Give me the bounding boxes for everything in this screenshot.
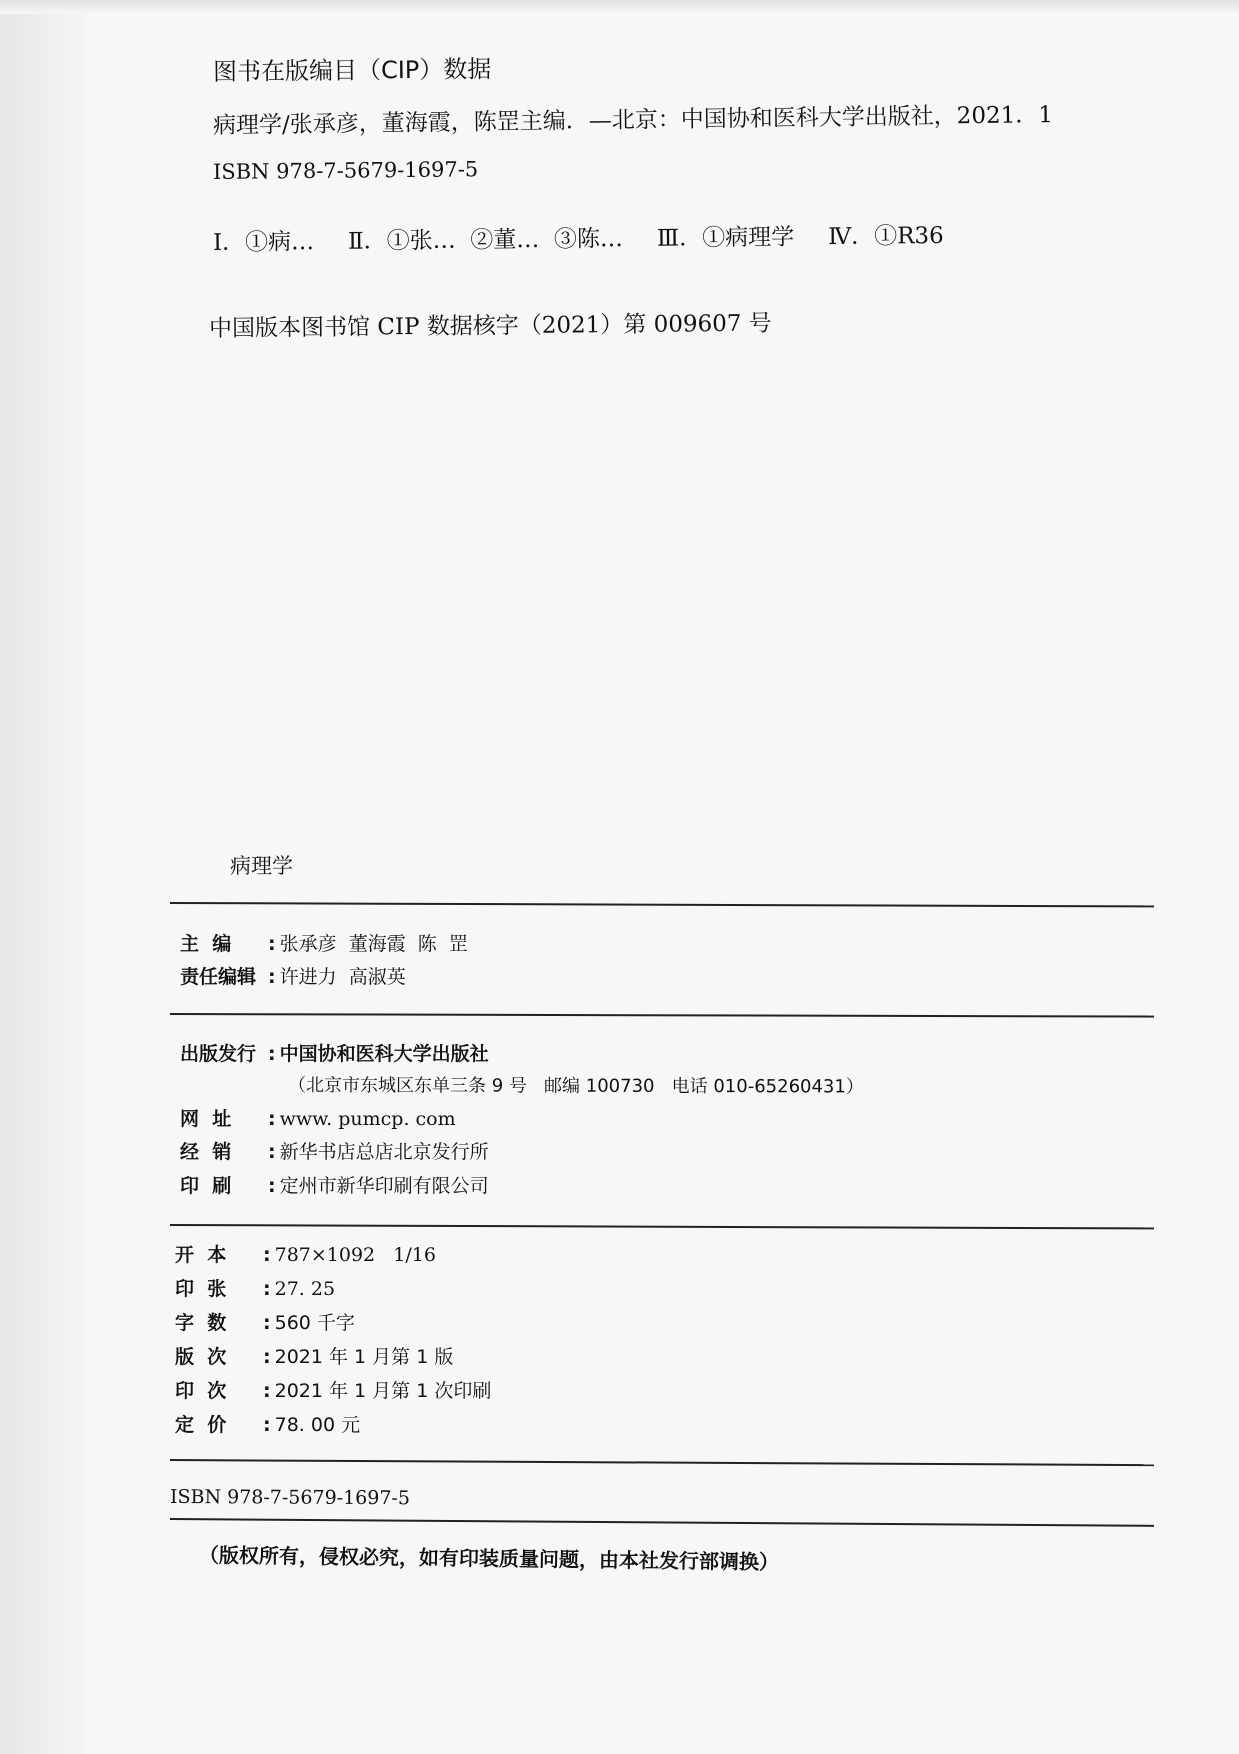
printing-label: 印 次 <box>175 1380 227 1402</box>
page-edge-shadow <box>0 0 84 1754</box>
publisher-address: （北京市东城区东单三条 9 号 邮编 100730 电话 010-65260431） <box>287 1075 864 1098</box>
sheets-label: 印 张 <box>175 1278 227 1300</box>
cip-class-part3: Ⅲ．①病理学 <box>656 224 795 252</box>
responsible-editor-label: 责任编辑 <box>180 966 257 988</box>
sheets-value: 27. 25 <box>274 1278 336 1300</box>
cip-class-part1: Ⅰ．①病… <box>212 229 315 256</box>
words-row: 字 数 : 560 千字 <box>175 1308 355 1335</box>
chief-editor-row: 主 编 : 张承彦 董海霞 陈 罡 <box>180 929 468 956</box>
distributor-row: 经 销 : 新华书店总店北京发行所 <box>180 1137 489 1164</box>
cip-classification <box>213 217 944 257</box>
cip-isbn: ISBN 978-7-5679-1697-5 <box>212 157 479 184</box>
edition-value: 2021 年 1 月第 1 版 <box>274 1346 454 1368</box>
cip-class-part2: Ⅱ．①张… ②董… ③陈… <box>347 226 624 255</box>
price-value: 78. 00 元 <box>274 1414 361 1436</box>
printing-value: 2021 年 1 月第 1 次印刷 <box>274 1380 492 1402</box>
words-value: 560 千字 <box>274 1312 355 1334</box>
edition-label: 版 次 <box>175 1346 227 1368</box>
distributor-label: 经 销 <box>180 1141 232 1163</box>
publisher-row: 出版发行 : 中国协和医科大学出版社 <box>180 1039 489 1066</box>
distributor-value: 新华书店总店北京发行所 <box>279 1141 489 1163</box>
printer-value: 定州市新华印刷有限公司 <box>279 1175 489 1197</box>
cip-class-part4: Ⅳ．①R36 <box>828 222 944 251</box>
price-row: 定 价 : 78. 00 元 <box>175 1410 360 1437</box>
copyright-notice: （版权所有，侵权必究，如有印装质量问题，由本社发行部调换） <box>198 1543 780 1575</box>
chief-editor-label: 主 编 <box>180 933 232 955</box>
chief-editor-value: 张承彦 董海霞 陈 罡 <box>279 933 468 955</box>
website-row: 网 址 : www. pumcp. com <box>180 1104 456 1131</box>
cip-approval: 中国版本图书馆 CIP 数据核字（2021）第 009607 号 <box>208 310 772 342</box>
printing-row: 印 次 : 2021 年 1 月第 1 次印刷 <box>175 1376 491 1403</box>
printer-label: 印 刷 <box>180 1175 232 1197</box>
cip-citation: 病理学/张承彦，董海霞，陈罡主编．—北京：中国协和医科大学出版社，2021．1 <box>212 102 1054 139</box>
website-label: 网 址 <box>180 1108 232 1130</box>
sheets-row: 印 张 : 27. 25 <box>175 1274 335 1301</box>
responsible-editor-row: 责任编辑 : 许进力 高淑英 <box>180 962 406 989</box>
edition-row: 版 次 : 2021 年 1 月第 1 版 <box>175 1342 453 1369</box>
format-label: 开 本 <box>175 1244 227 1266</box>
cip-heading: 图书在版编目（CIP）数据 <box>212 55 492 86</box>
format-value: 787×1092 1/16 <box>274 1244 436 1266</box>
printer-row: 印 刷 : 定州市新华印刷有限公司 <box>180 1171 489 1198</box>
top-edge-shadow <box>0 0 1239 14</box>
responsible-editor-value: 许进力 高淑英 <box>279 966 406 988</box>
publisher-label: 出版发行 <box>180 1043 257 1065</box>
price-label: 定 价 <box>175 1414 227 1436</box>
format-row: 开 本 : 787×1092 1/16 <box>175 1240 436 1267</box>
book-title: 病理学 <box>230 854 293 878</box>
website-value: www. pumcp. com <box>279 1108 456 1130</box>
words-label: 字 数 <box>175 1312 227 1334</box>
publisher-name: 中国协和医科大学出版社 <box>279 1043 489 1065</box>
footer-isbn: ISBN 978-7-5679-1697-5 <box>169 1486 411 1510</box>
